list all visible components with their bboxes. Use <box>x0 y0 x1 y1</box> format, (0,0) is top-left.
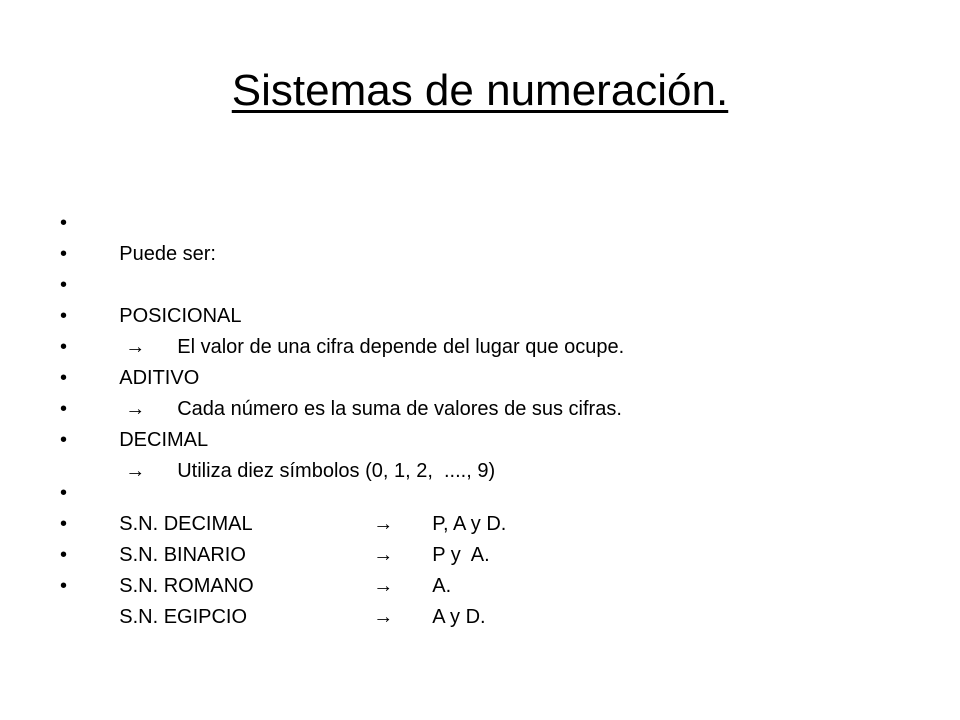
right-arrow-icon: → <box>373 606 394 628</box>
list-item-sn-romano <box>60 540 920 597</box>
aditivo-desc-text: Cada número es la suma de valores de sus cifras. <box>177 398 622 420</box>
aditivo-text: ADITIVO <box>119 367 200 389</box>
bullet-list <box>60 208 920 628</box>
list-item-posicional-desc <box>60 301 920 358</box>
decimal-desc-text: Utiliza diez símbolos (0, 1, 2, ...., 9) <box>177 460 496 482</box>
list-item-decimal-desc <box>60 425 920 482</box>
right-arrow-icon: → <box>373 513 394 535</box>
bullet-dot-icon: • <box>60 274 68 296</box>
right-arrow-icon: → <box>373 575 394 597</box>
list-item-aditivo-desc <box>60 363 920 420</box>
right-arrow-icon: → <box>125 398 146 420</box>
list-item-sn-decimal <box>60 478 920 535</box>
bullet-dot-icon: • <box>60 305 68 327</box>
slide-title-text: Sistemas de numeración. <box>231 66 729 115</box>
list-item-aditivo <box>60 332 920 389</box>
system-name: S.N. DECIMAL <box>119 513 253 535</box>
bullet-dot-icon: • <box>60 336 68 358</box>
bullet-dot-icon: • <box>60 398 68 420</box>
bullet-dot-icon: • <box>60 367 68 389</box>
list-item-decimal <box>60 394 920 451</box>
bullet-dot-icon: • <box>60 544 68 566</box>
bullet-dot-icon: • <box>60 482 68 504</box>
bullet-dot-icon: • <box>60 575 68 597</box>
slide-title <box>0 55 960 127</box>
right-arrow-icon: → <box>373 544 394 566</box>
system-name: S.N. ROMANO <box>119 575 254 597</box>
system-value: P, A y D. <box>432 513 507 535</box>
bullet-dot-icon: • <box>60 429 68 451</box>
bullet-dot-icon: • <box>60 243 68 265</box>
right-arrow-icon: → <box>125 460 146 482</box>
list-item-posicional <box>60 270 920 327</box>
right-arrow-icon: → <box>125 336 146 358</box>
system-name: S.N. BINARIO <box>119 544 246 566</box>
posicional-text: POSICIONAL <box>119 305 242 327</box>
list-item-empty <box>60 239 920 270</box>
system-name: S.N. EGIPCIO <box>119 606 248 628</box>
decimal-text: DECIMAL <box>119 429 209 451</box>
system-value: A y D. <box>432 606 486 628</box>
bullet-dot-icon: • <box>60 212 68 234</box>
system-value: A. <box>432 575 452 597</box>
list-item-sn-egipcio <box>60 571 920 628</box>
list-item-sn-binario <box>60 509 920 566</box>
list-item-intro <box>60 208 920 265</box>
system-value: P y A. <box>432 544 490 566</box>
bullet-dot-icon: • <box>60 513 68 535</box>
posicional-desc-text: El valor de una cifra depende del lugar que ocupe. <box>177 336 625 358</box>
intro-text: Puede ser: <box>119 243 216 265</box>
